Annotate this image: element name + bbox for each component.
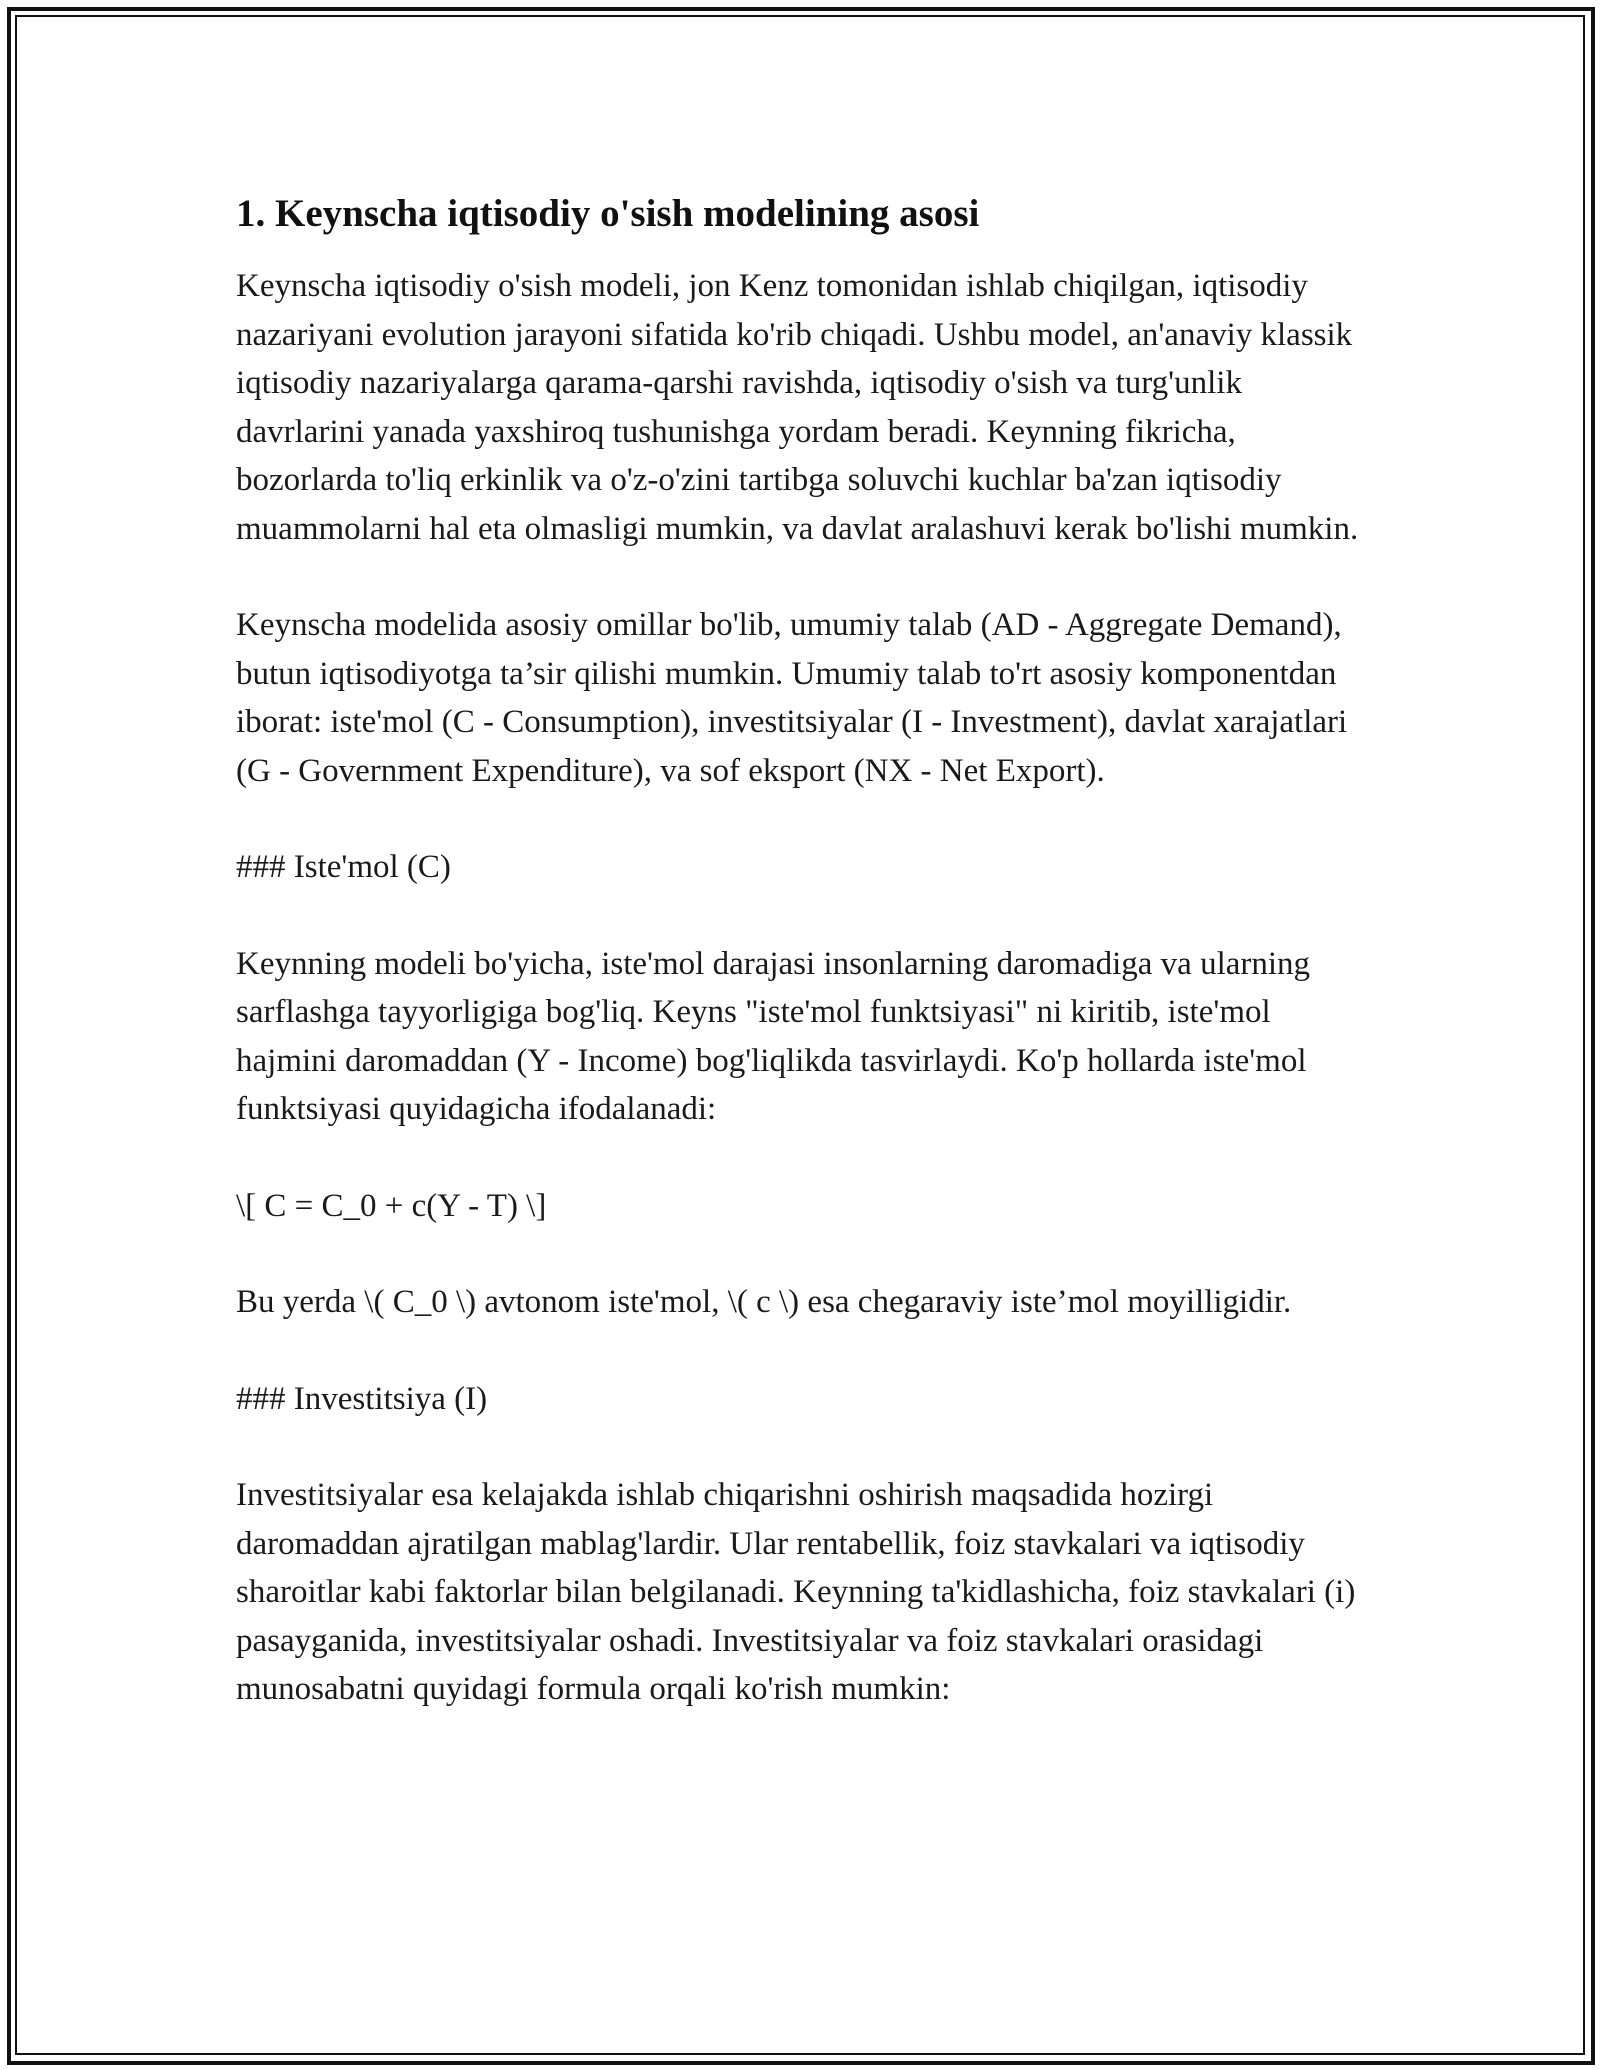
subheading-investment: ### Investitsiya (I) <box>236 1380 488 1417</box>
paragraph-aggregate-demand: Keynscha modelida asosiy omillar bo'lib, umumiy talab (AD - Aggregate Demand), butun iqtisodiyotga ta’sir qilishi mumkin. Umumiy talab to'rt asosiy komponentdan iborat: iste'mol (C - Consumption), investitsiyalar (I - Investment), davlat xarajatlari (G - Government Expenditure), va sof eksport (NX - Net Export). <box>236 607 1348 789</box>
document-body <box>236 186 1376 1714</box>
paragraph-investment: Investitsiyalar esa kelajakda ishlab chiqarishni oshirish maqsadida hozirgi daromaddan ajratilgan mablag'lardir. Ular rentabellik, foiz stavkalari va iqtisodiy sharoitlar kabi faktorlar bilan belgilanadi. Keynning ta'kidlashicha, foiz stavkalari (i) pasayganida, investitsiyalar oshadi. Investitsiyalar va foiz stavkalari orasidagi munosabatni quyidagi formula orqali ko'rish mumkin: <box>236 1477 1356 1707</box>
paragraph-intro: Keynscha iqtisodiy o'sish modeli, jon Kenz tomonidan ishlab chiqilgan, iqtisodiy nazariyani evolution jarayoni sifatida ko'rib chiqadi. Ushbu model, an'anaviy klassik iqtisodiy nazariyalarga qarama-qarshi ravishda, iqtisodiy o'sish va turg'unlik davrlarini yanada yaxshiroq tushunishga yordam beradi. Keynning fikricha, bozorlarda to'liq erkinlik va o'z-o'zini tartibga soluvchi kuchlar ba'zan iqtisodiy muammolarni hal eta olmasligi mumkin, va davlat aralashuvi kerak bo'lishi mumkin. <box>236 268 1359 547</box>
subheading-consumption: ### Iste'mol (C) <box>236 849 451 885</box>
formula-consumption: \[ C = C_0 + c(Y - T) \] <box>236 1187 547 1224</box>
section-heading: 1. Keynscha iqtisodiy o'sish modelining asosi <box>236 192 980 235</box>
paragraph-formula-explanation: Bu yerda \( C_0 \) avtonom iste'mol, \( c \) esa chegaraviy iste’mol moyilligidir. <box>236 1284 1292 1320</box>
paragraph-consumption: Keynning modeli bo'yicha, iste'mol darajasi insonlarning daromadiga va ularning sarflashga tayyorligiga bog'liq. Keyns "iste'mol funktsiyasi" ni kiritib, iste'mol hajmini daromaddan (Y - Income) bog'liqlikda tasvirlaydi. Ko'p hollarda iste'mol funktsiyasi quyidagicha ifodalanadi: <box>236 945 1311 1127</box>
